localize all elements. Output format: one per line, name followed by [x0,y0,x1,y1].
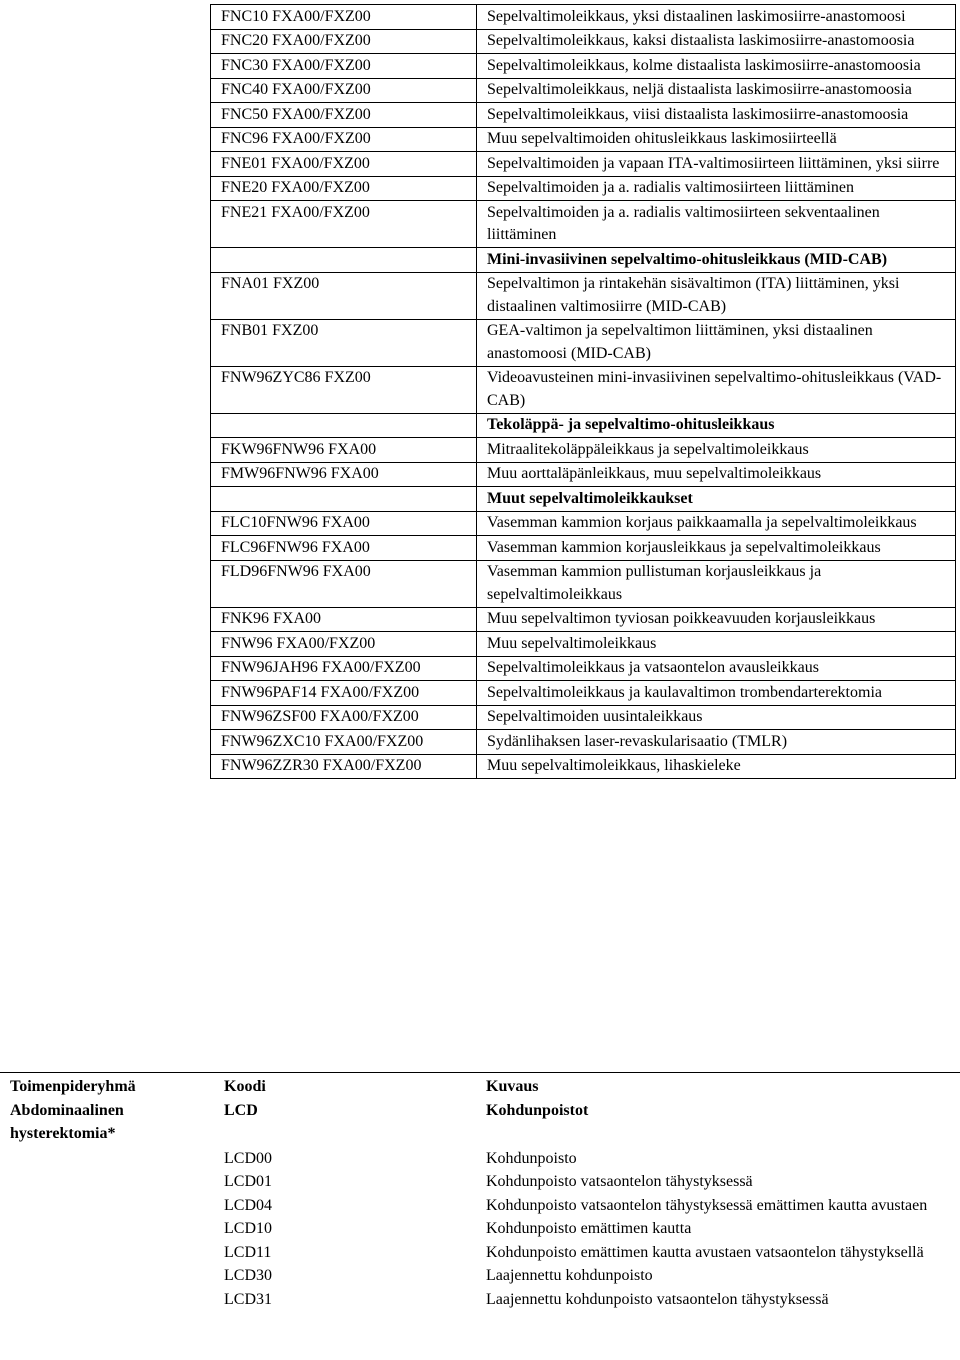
code-cell: LCD00 [224,1149,272,1167]
code-cell: FNC96 FXA00/FXZ00 [211,127,477,152]
section-heading-row [211,413,956,438]
code-cell: FNW96PAF14 FXA00/FXZ00 [211,681,477,706]
table-row [211,366,956,413]
description-cell: Sepelvaltimoleikkaus ja vatsaontelon avausleikkaus [477,656,956,681]
description-cell: Sepelvaltimoleikkaus, yksi distaalinen laskimosiirre-anastomoosi [477,5,956,30]
code-cell: FLC10FNW96 FXA00 [211,511,477,536]
table-row [0,1147,960,1171]
code-cell: LCD31 [224,1290,272,1308]
procedure-code-table-body [211,5,956,779]
table-row [0,1099,960,1147]
table-row [211,201,956,248]
description-cell: Kohdunpoisto emättimen kautta avustaen vatsaontelon tähystyksellä [486,1243,924,1261]
table-row [211,103,956,128]
group-cell [0,1217,212,1241]
table-row [0,1170,960,1194]
table-row [211,462,956,487]
description-cell: Sepelvaltimoleikkaus, kaksi distaalista laskimosiirre-anastomoosia [477,29,956,54]
code-cell: FNE01 FXA00/FXZ00 [211,152,477,177]
description-cell: Kohdunpoistot [486,1101,589,1119]
description-cell: Mitraalitekoläppäleikkaus ja sepelvaltimoleikkaus [477,438,956,463]
table-row [211,681,956,706]
table-row [211,127,956,152]
description-cell: Kohdunpoisto vatsaontelon tähystyksessä [486,1173,753,1190]
table-row [211,730,956,755]
code-cell [211,487,477,512]
code-cell: FNC10 FXA00/FXZ00 [211,5,477,30]
section-heading-row [211,487,956,512]
code-cell: FNW96JAH96 FXA00/FXZ00 [211,656,477,681]
description-cell: Sydänlihaksen laser-revaskularisaatio (TMLR) [477,730,956,755]
procedure-code-table [210,4,956,779]
group-cell [0,1147,212,1171]
table-row [211,656,956,681]
code-cell: FNB01 FXZ00 [211,319,477,366]
description-cell: Videoavusteinen mini-invasiivinen sepelvaltimo-ohitusleikkaus (VAD-CAB) [477,366,956,413]
code-cell: FLD96FNW96 FXA00 [211,560,477,607]
table-row [211,78,956,103]
description-cell: Muu aorttaläpänleikkaus, muu sepelvaltimoleikkaus [477,462,956,487]
table-row [0,1264,960,1288]
group-cell [0,1194,212,1218]
section-heading: Muut sepelvaltimoleikkaukset [477,487,956,512]
group-cell: Abdominaalinen hysterektomia* [10,1101,124,1142]
description-cell: Kohdunpoisto [486,1149,577,1167]
table-row [0,1241,960,1265]
table-row [211,54,956,79]
description-cell: Muu sepelvaltimoleikkaus [477,632,956,657]
description-cell: Sepelvaltimoiden uusintaleikkaus [477,705,956,730]
code-cell: FNA01 FXZ00 [211,272,477,319]
table-row [211,438,956,463]
code-cell: LCD11 [224,1243,272,1261]
description-cell: Sepelvaltimoleikkaus ja kaulavaltimon trombendarterektomia [477,681,956,706]
description-cell: Vasemman kammion pullistuman korjausleikkaus ja sepelvaltimoleikkaus [477,560,956,607]
description-cell: Sepelvaltimoleikkaus, neljä distaalista laskimosiirre-anastomoosia [477,78,956,103]
code-cell: FMW96FNW96 FXA00 [211,462,477,487]
description-cell: Muu sepelvaltimon tyviosan poikkeavuuden korjausleikkaus [477,607,956,632]
header-description: Kuvaus [474,1073,960,1099]
description-cell: Kohdunpoisto vatsaontelon tähystyksessä emättimen kautta avustaen [486,1196,928,1214]
table-row [211,560,956,607]
description-cell: Kohdunpoisto emättimen kautta [486,1220,692,1237]
table-row [211,5,956,30]
code-cell: FNC40 FXA00/FXZ00 [211,78,477,103]
description-cell: Muu sepelvaltimoleikkaus, lihaskieleke [477,754,956,779]
table-row [211,29,956,54]
section-heading-row [211,248,956,273]
code-cell: FNE21 FXA00/FXZ00 [211,201,477,248]
table-row [0,1194,960,1218]
code-cell: FLC96FNW96 FXA00 [211,536,477,561]
description-cell: Sepelvaltimoleikkaus, viisi distaalista laskimosiirre-anastomoosia [477,103,956,128]
table-row [211,152,956,177]
table-row [0,1288,960,1312]
section-heading: Tekoläppä- ja sepelvaltimo-ohitusleikkaus [477,413,956,438]
table-row [211,754,956,779]
group-cell [0,1241,212,1265]
code-cell: FNW96ZXC10 FXA00/FXZ00 [211,730,477,755]
description-cell: Sepelvaltimoiden ja a. radialis valtimosiirteen sekventaalinen liittäminen [477,201,956,248]
table-row [211,272,956,319]
description-cell: Sepelvaltimoiden ja vapaan ITA-valtimosiirteen liittäminen, yksi siirre [477,152,956,177]
description-cell: Sepelvaltimoiden ja a. radialis valtimosiirteen liittäminen [477,176,956,201]
description-cell: GEA-valtimon ja sepelvaltimon liittäminen, yksi distaalinen anastomoosi (MID-CAB) [477,319,956,366]
table-header-row [0,1073,960,1099]
code-cell: LCD30 [224,1267,272,1284]
description-cell: Muu sepelvaltimoiden ohitusleikkaus laskimosiirteellä [477,127,956,152]
hysterectomy-code-table-body [0,1073,960,1312]
table-row [211,511,956,536]
hysterectomy-code-table [0,1072,960,1311]
code-cell [211,248,477,273]
description-cell: Vasemman kammion korjausleikkaus ja sepelvaltimoleikkaus [477,536,956,561]
section-heading: Mini-invasiivinen sepelvaltimo-ohitusleikkaus (MID-CAB) [477,248,956,273]
table-row [211,705,956,730]
header-code: Koodi [212,1073,474,1099]
header-group: Toimenpideryhmä [0,1073,212,1099]
description-cell: Laajennettu kohdunpoisto vatsaontelon tähystyksessä [486,1290,829,1308]
code-cell: LCD04 [224,1196,272,1214]
code-cell: FNE20 FXA00/FXZ00 [211,176,477,201]
group-cell [0,1170,212,1194]
code-cell: FNC30 FXA00/FXZ00 [211,54,477,79]
code-cell: FNW96ZYC86 FXZ00 [211,366,477,413]
code-cell: LCD10 [224,1220,272,1237]
description-cell: Sepelvaltimon ja rintakehän sisävaltimon (ITA) liittäminen, yksi distaalinen valtimosiirre (MID-CAB) [477,272,956,319]
code-cell: LCD01 [224,1173,272,1190]
code-cell: FNC20 FXA00/FXZ00 [211,29,477,54]
group-cell [0,1288,212,1312]
code-cell: FKW96FNW96 FXA00 [211,438,477,463]
group-cell [0,1264,212,1288]
code-cell: FNW96ZSF00 FXA00/FXZ00 [211,705,477,730]
description-cell: Sepelvaltimoleikkaus, kolme distaalista laskimosiirre-anastomoosia [477,54,956,79]
table-row [211,632,956,657]
code-cell: FNW96 FXA00/FXZ00 [211,632,477,657]
table-row [211,176,956,201]
description-cell: Vasemman kammion korjaus paikkaamalla ja sepelvaltimoleikkaus [477,511,956,536]
description-cell: Laajennettu kohdunpoisto [486,1267,653,1284]
table-row [211,536,956,561]
table-row [211,319,956,366]
code-cell: FNW96ZZR30 FXA00/FXZ00 [211,754,477,779]
code-cell [211,413,477,438]
code-cell: LCD [224,1101,258,1119]
table-row [0,1217,960,1241]
code-cell: FNK96 FXA00 [211,607,477,632]
code-cell: FNC50 FXA00/FXZ00 [211,103,477,128]
table-row [211,607,956,632]
